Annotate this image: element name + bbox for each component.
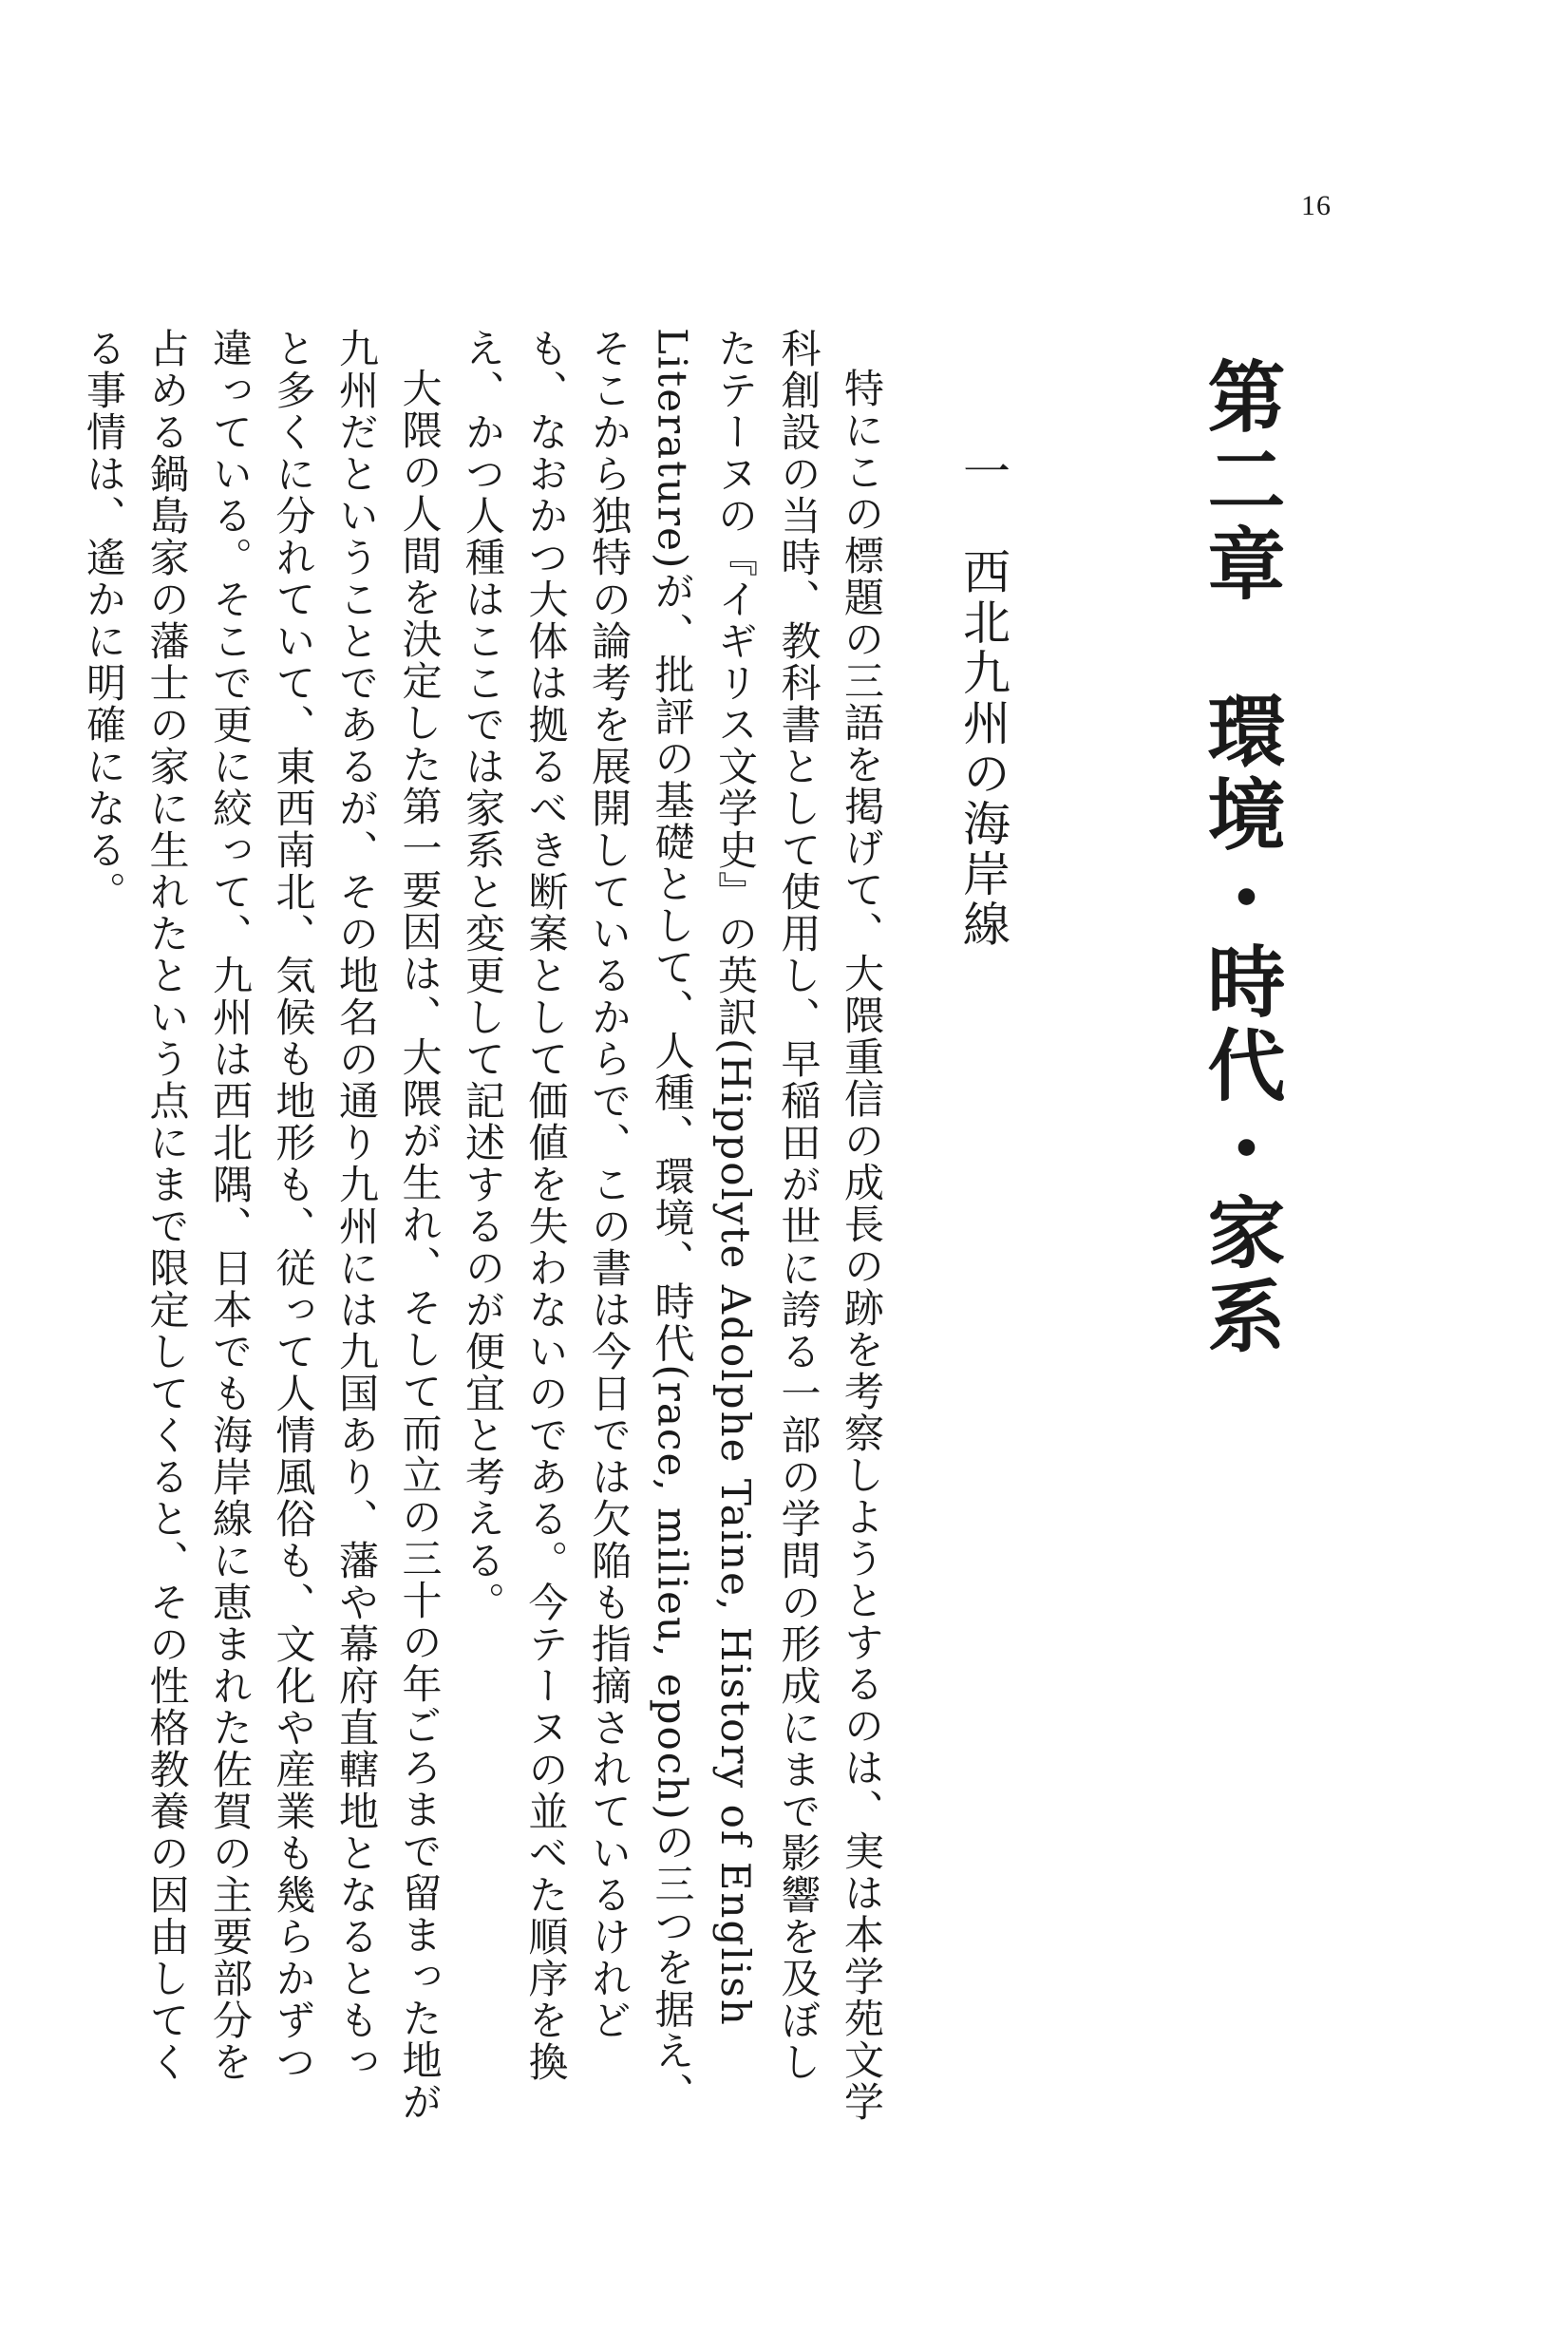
section-title: 一 西北九州の海岸線	[955, 446, 1011, 950]
page-number: 16	[1301, 190, 1332, 221]
body-text	[81, 328, 893, 2123]
paragraph-1: 特にこの標題の三語を掲げて、大隈重信の成長の跡を考察しようとするのは、実は本学苑文学科創設の当時、教科書として使用し、早稲田が世に誇る一部の学問の形成にまで影響を及ぼしたテーヌの『イギリス文学史』の英訳(Hippolyte Adolphe Taine, History of English Literature)が、批評の基礎として、人種、環境、時代(race, milieu, epoch)の三つを据え、そこから独特の論考を展開しているからで、この書は今日では欠陥も指摘されているけれども、なおかつ大体は拠るべき断案として価値を失わないのである。今テーヌの並べた順序を換え、かつ人種はここでは家系と変更して記述するのが便宜と考える。	[460, 328, 885, 2123]
paragraph-2: 大隈の人間を決定した第一要因は、大隈が生れ、そして而立の三十の年ごろまで留まった地が九州だということであるが、その地名の通り九州には九国あり、藩や幕府直轄地となるともっと多くに分れていて、東西南北、気候も地形も、従って人情風俗も、文化や産業も幾らかずつ違っている。そこで更に絞って、九州は西北隅、日本でも海岸線に恵まれた佐賀の主要部分を占める鍋島家の藩士の家に生れたという点にまで限定してくると、その性格教養の因由してくる事情は、遙かに明確になる。	[81, 328, 444, 2123]
chapter-title: 第二章 環境・時代・家系	[1195, 356, 1286, 1359]
